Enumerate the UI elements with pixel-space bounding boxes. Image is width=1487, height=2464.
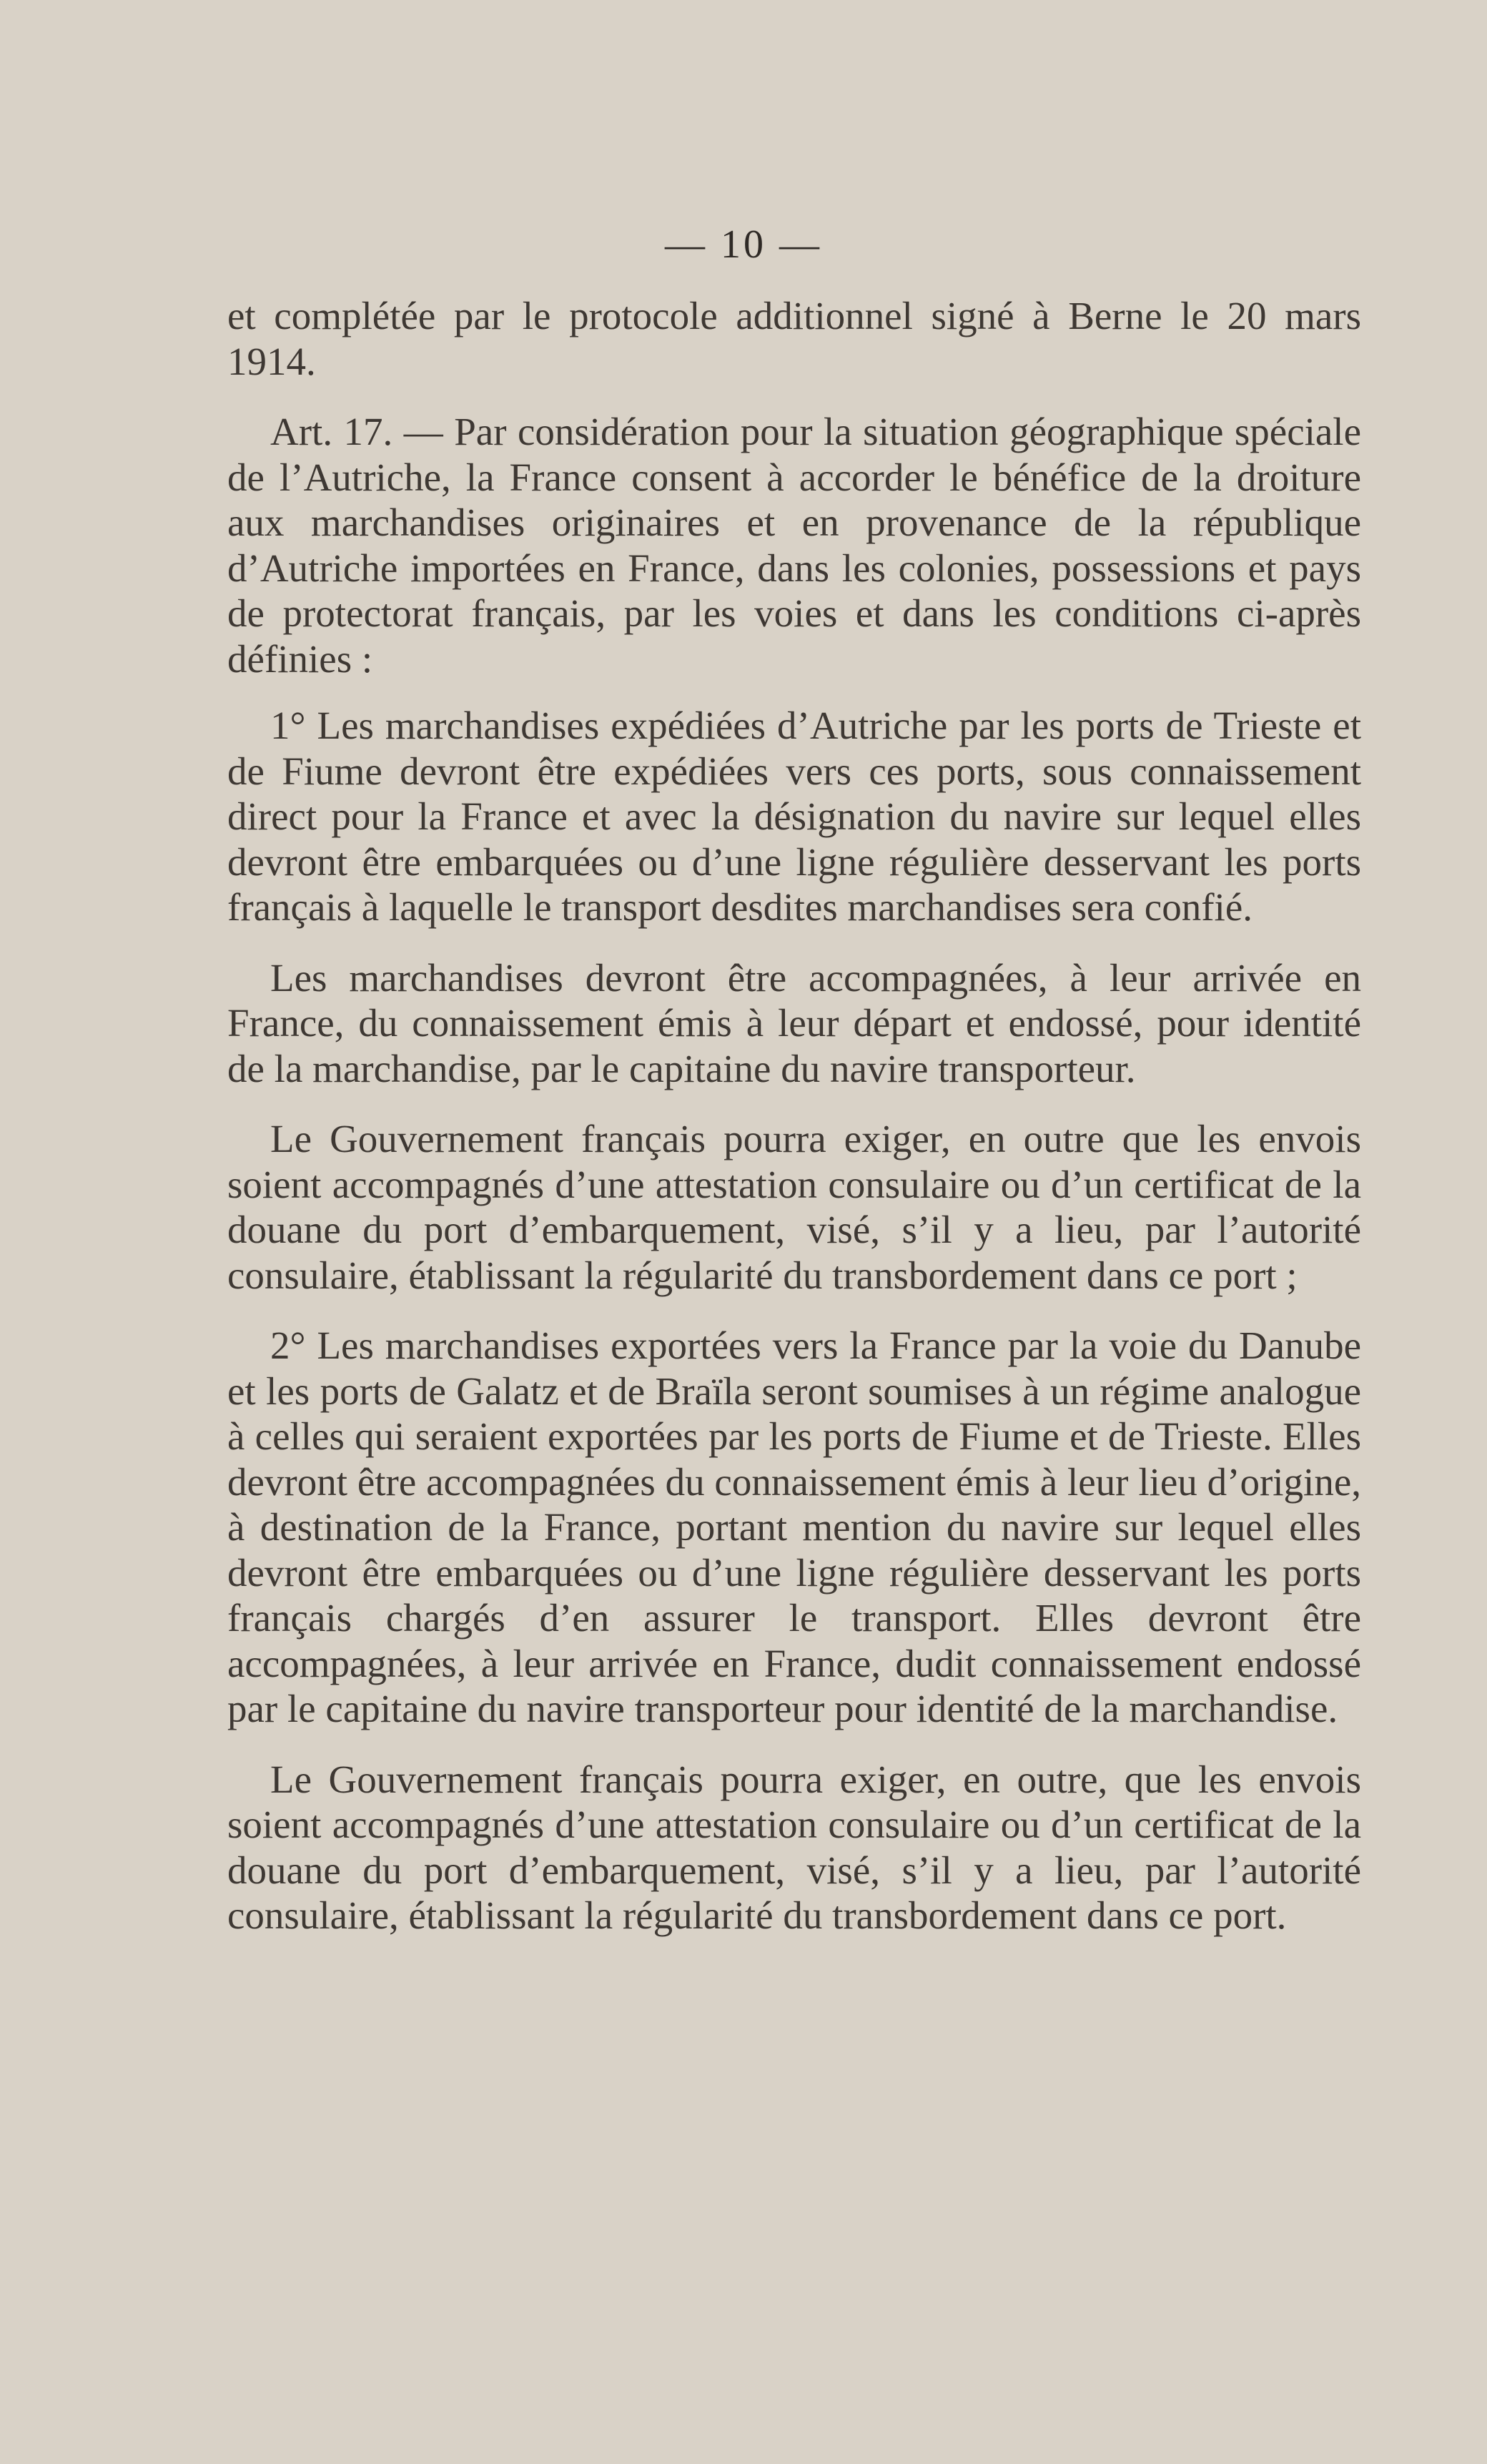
paragraph-accompaniment: Les marchandises devront être accompagnées, à leur arrivée en France, du connaissement émis à leur départ et endossé, pour identité de la marchandise, par le capitaine du navire transporteur. xyxy=(227,955,1361,1090)
paragraph-article-17: Art. 17. — Par considération pour la situation géographique spéciale de l’Autriche, la France consent à accorder le bénéfice de la droiture aux marchandises originaires et en provenance de la république d’Autriche importées en France, dans les colonies, possessions et pays de protectorat français, par les voies et dans les conditions ci-après définies : xyxy=(227,410,1361,681)
page-number: — 10 — xyxy=(665,222,822,267)
paragraph-item-2: 2° Les marchandises exportées vers la France par la voie du Danube et les ports de Galatz et de Braïla seront soumises à un régime analogue à celles qui seraient exportées par les ports de Fiume et de Trieste. Elles devront être accompagnées du connaissement émis à leur lieu d’origine, à destination de la France, portant mention du navire sur lequel elles devront être embarquées ou d’une ligne régulière desservant les ports français chargés d’en assurer le transport. Elles devront être accompagnées, à leur arrivée en France, dudit connaissement endossé par le capitaine du navire transporteur pour identité de la marchandise. xyxy=(227,1324,1361,1730)
paragraph-government-requirement-2: Le Gouvernement français pourra exiger, en outre, que les envois soient accompagnés d’une attestation consulaire ou d’un certificat de la douane du port d’embarquement, visé, s’il y a lieu, par l’autorité consulaire, établissant la régularité du transbordement dans ce port. xyxy=(227,1757,1361,1937)
paragraph-government-requirement-1: Le Gouvernement français pourra exiger, en outre que les envois soient accompagnés d’une attestation consulaire ou d’un certificat de la douane du port d’embarquement, visé, s’il y a lieu, par l’autorité consulaire, établissant la régularité du transbordement dans ce port ; xyxy=(227,1117,1361,1297)
body-text xyxy=(227,293,1361,1938)
paragraph-continuation: et complétée par le protocole additionnel signé à Berne le 20 mars 1914. xyxy=(227,294,1361,383)
paragraph-item-1: 1° Les marchandises expédiées d’Autriche par les ports de Trieste et de Fiume devront être expédiées vers ces ports, sous connaissement direct pour la France et avec la désignation du navire sur lequel elles devront être embarquées ou d’une ligne régulière desservant les ports français à laquelle le transport desdites marchandises sera confié. xyxy=(227,704,1361,929)
